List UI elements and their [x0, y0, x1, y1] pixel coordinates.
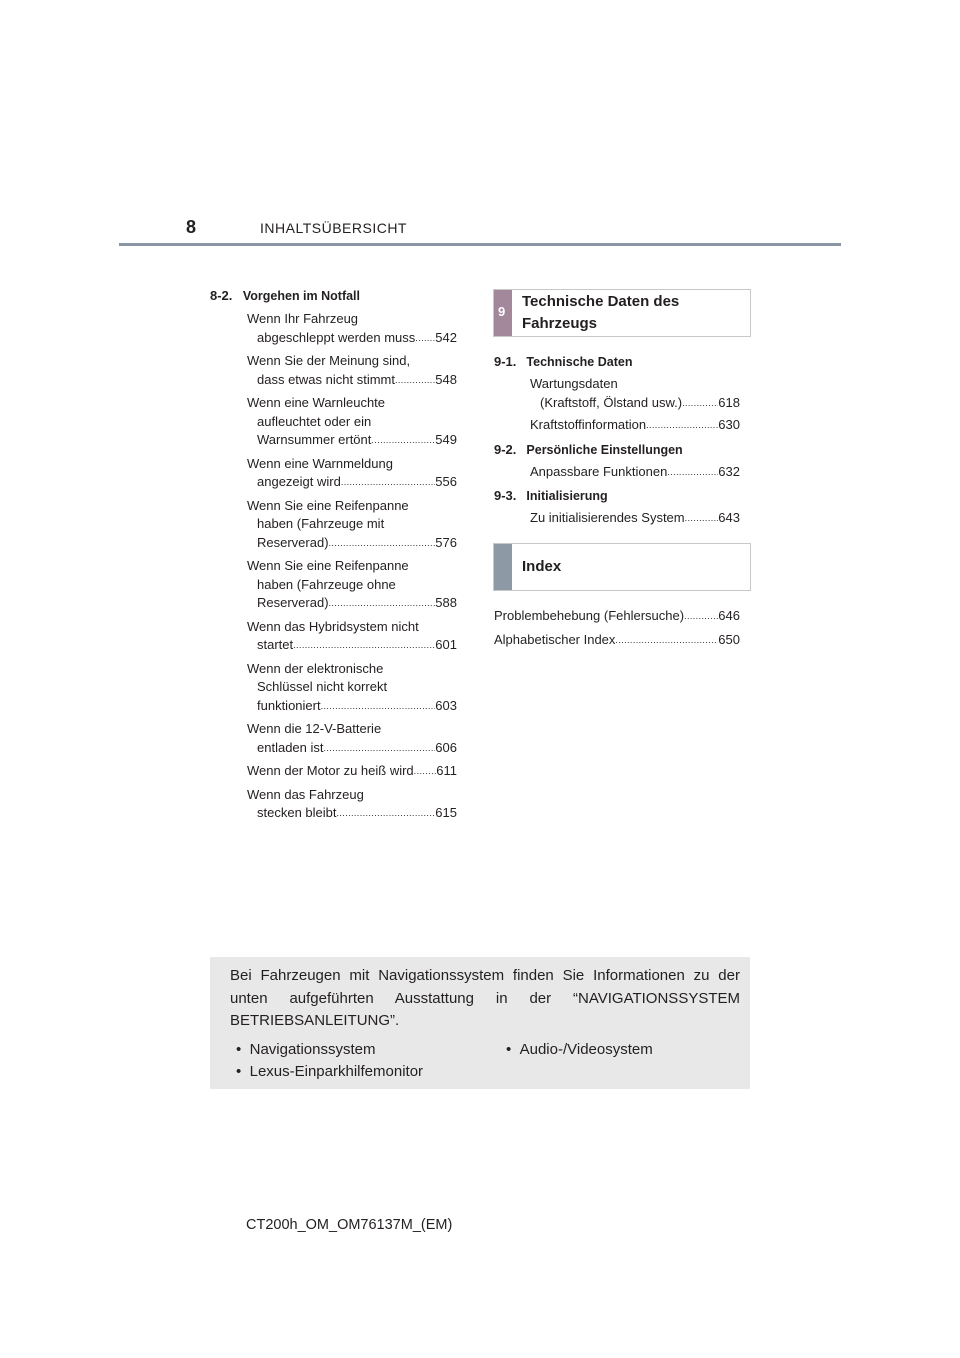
- page-ref[interactable]: 603: [435, 697, 457, 713]
- page-ref[interactable]: 601: [435, 637, 457, 652]
- toc-entry-last-line: [247, 594, 457, 613]
- toc-entry-last-line: [247, 739, 457, 758]
- dot-leader: [414, 762, 437, 781]
- toc-entry-text: Wenn der Motor zu heiß wird: [247, 763, 414, 778]
- toc-entry-text: Alphabetischer Index: [494, 631, 616, 647]
- toc-entry-last-line: [530, 416, 740, 435]
- dot-leader: [329, 534, 436, 553]
- toc-entry-last-line: [247, 329, 457, 348]
- note-text: Bei Fahrzeugen mit Navigationssystem finden Sie Informationen zu der unten aufgeführten Ausstattung in der “NAVIGATIONSSYSTEM BETRIEBSANLEITUNG”.: [230, 967, 740, 1029]
- toc-entry[interactable]: [494, 607, 740, 626]
- page-ref[interactable]: 632: [718, 463, 740, 479]
- toc-entry[interactable]: [494, 631, 740, 650]
- toc-entry-last-line: [247, 371, 457, 390]
- dot-leader: [293, 636, 435, 655]
- toc-entry-text: Kraftstoffinformation: [530, 417, 647, 432]
- toc-entry-last-line: [247, 636, 457, 655]
- toc-entry-text: startet: [257, 637, 294, 652]
- toc-entry-last-line: [494, 607, 740, 626]
- note-item-label: Navigationssystem: [249, 1041, 376, 1058]
- page-number: 8: [186, 217, 197, 237]
- toc-entry-text: Wenn eine Warnmeldung: [247, 455, 393, 471]
- toc-entry-text: Wenn Ihr Fahrzeug: [247, 311, 359, 326]
- toc-list: [247, 310, 457, 828]
- toc-entry-last-line: [247, 534, 457, 553]
- chapter-title-line-2: Fahrzeugs: [522, 315, 598, 332]
- toc-entry[interactable]: [530, 375, 740, 412]
- header-divider: [119, 243, 841, 246]
- section-title: Initialisierung: [526, 489, 608, 503]
- page-ref[interactable]: 615: [435, 805, 457, 820]
- page-ref[interactable]: 650: [718, 631, 740, 647]
- section-entries: [494, 375, 740, 435]
- toc-entry[interactable]: [247, 762, 457, 781]
- section-entries: [494, 463, 740, 482]
- section-title: Persönliche Einstellungen: [526, 442, 683, 457]
- section-title: Vorgehen im Notfall: [242, 289, 360, 303]
- page-ref[interactable]: 542: [435, 329, 457, 345]
- info-note: [210, 957, 750, 1089]
- section-title: Technische Daten: [526, 355, 633, 369]
- toc-entry[interactable]: [530, 416, 740, 435]
- toc-entry[interactable]: [247, 310, 457, 347]
- section-number: 9-1.: [494, 354, 517, 369]
- toc-entry-last-line: [530, 509, 740, 528]
- toc-entry-last-line: [530, 394, 740, 413]
- toc-entry-last-line: [247, 762, 457, 781]
- toc-entry[interactable]: [247, 394, 457, 450]
- toc-entry[interactable]: [247, 352, 457, 389]
- toc-entry-text: Wenn Sie eine Reifenpanne: [247, 497, 409, 513]
- toc-entry-last-line: [494, 631, 740, 650]
- dot-leader: [337, 804, 436, 823]
- toc-entry-text: Schlüssel nicht korrekt: [257, 679, 388, 694]
- toc-entry-text: angezeigt wird: [257, 474, 341, 489]
- toc-entry-text: Wenn das Fahrzeug: [247, 786, 364, 802]
- index-tab: [494, 544, 512, 590]
- toc-entry-text: aufleuchtet oder ein: [257, 413, 372, 429]
- note-item-navigation: [236, 1041, 376, 1058]
- toc-entry-text: Wartungsdaten: [530, 376, 618, 391]
- toc-entry-last-line: [247, 431, 457, 450]
- section-number: 9-2.: [494, 441, 517, 457]
- toc-entry[interactable]: [530, 463, 740, 482]
- page-ref[interactable]: 556: [435, 474, 457, 489]
- toc-entry-text: funktioniert: [257, 697, 321, 713]
- toc-entry-text: Reserverad): [257, 595, 329, 610]
- toc-entry-text: Wenn eine Warnleuchte: [247, 395, 386, 410]
- toc-entry-text: (Kraftstoff, Ölstand usw.): [540, 394, 683, 410]
- toc-entry-text: Warnsummer ertönt: [257, 432, 372, 447]
- chapter-title-line-1: Technische Daten des: [522, 293, 680, 310]
- page-ref[interactable]: 646: [718, 608, 740, 623]
- toc-entry[interactable]: [247, 786, 457, 823]
- toc-entry-text: Wenn Sie eine Reifenpanne: [247, 558, 409, 573]
- toc-entry-text: Problembehebung (Fehlersuche): [494, 608, 685, 623]
- dot-leader: [615, 631, 718, 650]
- toc-entry-last-line: [247, 473, 457, 492]
- toc-entry-text: haben (Fahrzeuge ohne: [257, 576, 396, 592]
- section-number: 8-2.: [210, 288, 233, 303]
- page-ref[interactable]: 549: [435, 432, 457, 447]
- toc-entry-text: Reserverad): [257, 534, 329, 550]
- dot-leader: [684, 607, 718, 626]
- dot-leader: [329, 594, 436, 613]
- dot-leader: [341, 473, 435, 492]
- toc-entry[interactable]: [247, 660, 457, 716]
- toc-entry-text: Anpassbare Funktionen: [530, 463, 668, 479]
- toc-entry-text: stecken bleibt: [257, 805, 337, 820]
- section-heading: [210, 287, 360, 305]
- chapter-title: [522, 291, 679, 335]
- note-item-label: Audio-/Videosystem: [519, 1041, 653, 1058]
- toc-entry-text: Wenn Sie der Meinung sind,: [247, 353, 411, 368]
- toc-entry-text: Zu initialisierendes System: [530, 510, 685, 525]
- toc-entry-text: Wenn der elektronische: [247, 660, 384, 676]
- toc-entry[interactable]: [247, 557, 457, 613]
- section-heading: [494, 441, 740, 459]
- index-list: [494, 607, 740, 654]
- toc-entry[interactable]: [247, 720, 457, 757]
- page-ref[interactable]: 611: [436, 763, 457, 778]
- toc-entry-text: dass etwas nicht stimmt: [257, 371, 395, 387]
- dot-leader: [415, 329, 435, 348]
- toc-entry-text: haben (Fahrzeuge mit: [257, 516, 385, 531]
- bullet: •: [236, 1063, 242, 1080]
- dot-leader: [324, 739, 436, 758]
- section-entries: [494, 509, 740, 528]
- toc-entry-last-line: [530, 463, 740, 482]
- bullet: •: [506, 1041, 512, 1058]
- dot-leader: [667, 463, 718, 482]
- dot-leader: [395, 371, 435, 390]
- toc-entry-last-line: [247, 804, 457, 823]
- toc-entry[interactable]: [247, 618, 457, 655]
- chapter-number: 9: [498, 304, 506, 319]
- toc-entry-last-line: [247, 697, 457, 716]
- toc-entry-text: Wenn die 12-V-Batterie: [247, 721, 382, 736]
- page-ref[interactable]: 643: [718, 510, 740, 525]
- dot-leader: [321, 697, 436, 716]
- page-ref[interactable]: 606: [435, 739, 457, 755]
- header-title: INHALTSÜBERSICHT: [260, 220, 407, 236]
- section-number: 9-3.: [494, 488, 517, 503]
- bullet: •: [236, 1041, 242, 1058]
- index-title: Index: [522, 558, 562, 575]
- section-heading: [494, 487, 740, 505]
- section-heading: [494, 353, 740, 371]
- page-ref[interactable]: 576: [435, 534, 457, 550]
- dot-leader: [371, 431, 435, 450]
- toc-list-right: [494, 353, 740, 534]
- toc-entry[interactable]: [247, 497, 457, 553]
- note-item-parking-monitor: [236, 1063, 423, 1080]
- page-ref[interactable]: 588: [435, 595, 457, 610]
- dot-leader: [646, 416, 718, 435]
- document-code: CT200h_OM_OM76137M_(EM): [246, 1217, 453, 1233]
- toc-entry-text: entladen ist: [257, 739, 324, 755]
- page-ref[interactable]: 548: [435, 371, 457, 387]
- toc-entry-text: Wenn das Hybridsystem nicht: [247, 618, 419, 634]
- chapter-box[interactable]: [493, 289, 751, 337]
- toc-entry-text: abgeschleppt werden muss: [257, 329, 416, 345]
- toc-entry[interactable]: [530, 509, 740, 528]
- note-item-audio-video: [506, 1041, 653, 1058]
- note-item-label: Lexus-Einparkhilfemonitor: [249, 1063, 424, 1080]
- index-box[interactable]: [493, 543, 751, 591]
- dot-leader: [682, 394, 718, 413]
- toc-entry[interactable]: [247, 455, 457, 492]
- page-ref[interactable]: 630: [718, 417, 740, 432]
- dot-leader: [685, 509, 719, 528]
- page-ref[interactable]: 618: [718, 394, 740, 410]
